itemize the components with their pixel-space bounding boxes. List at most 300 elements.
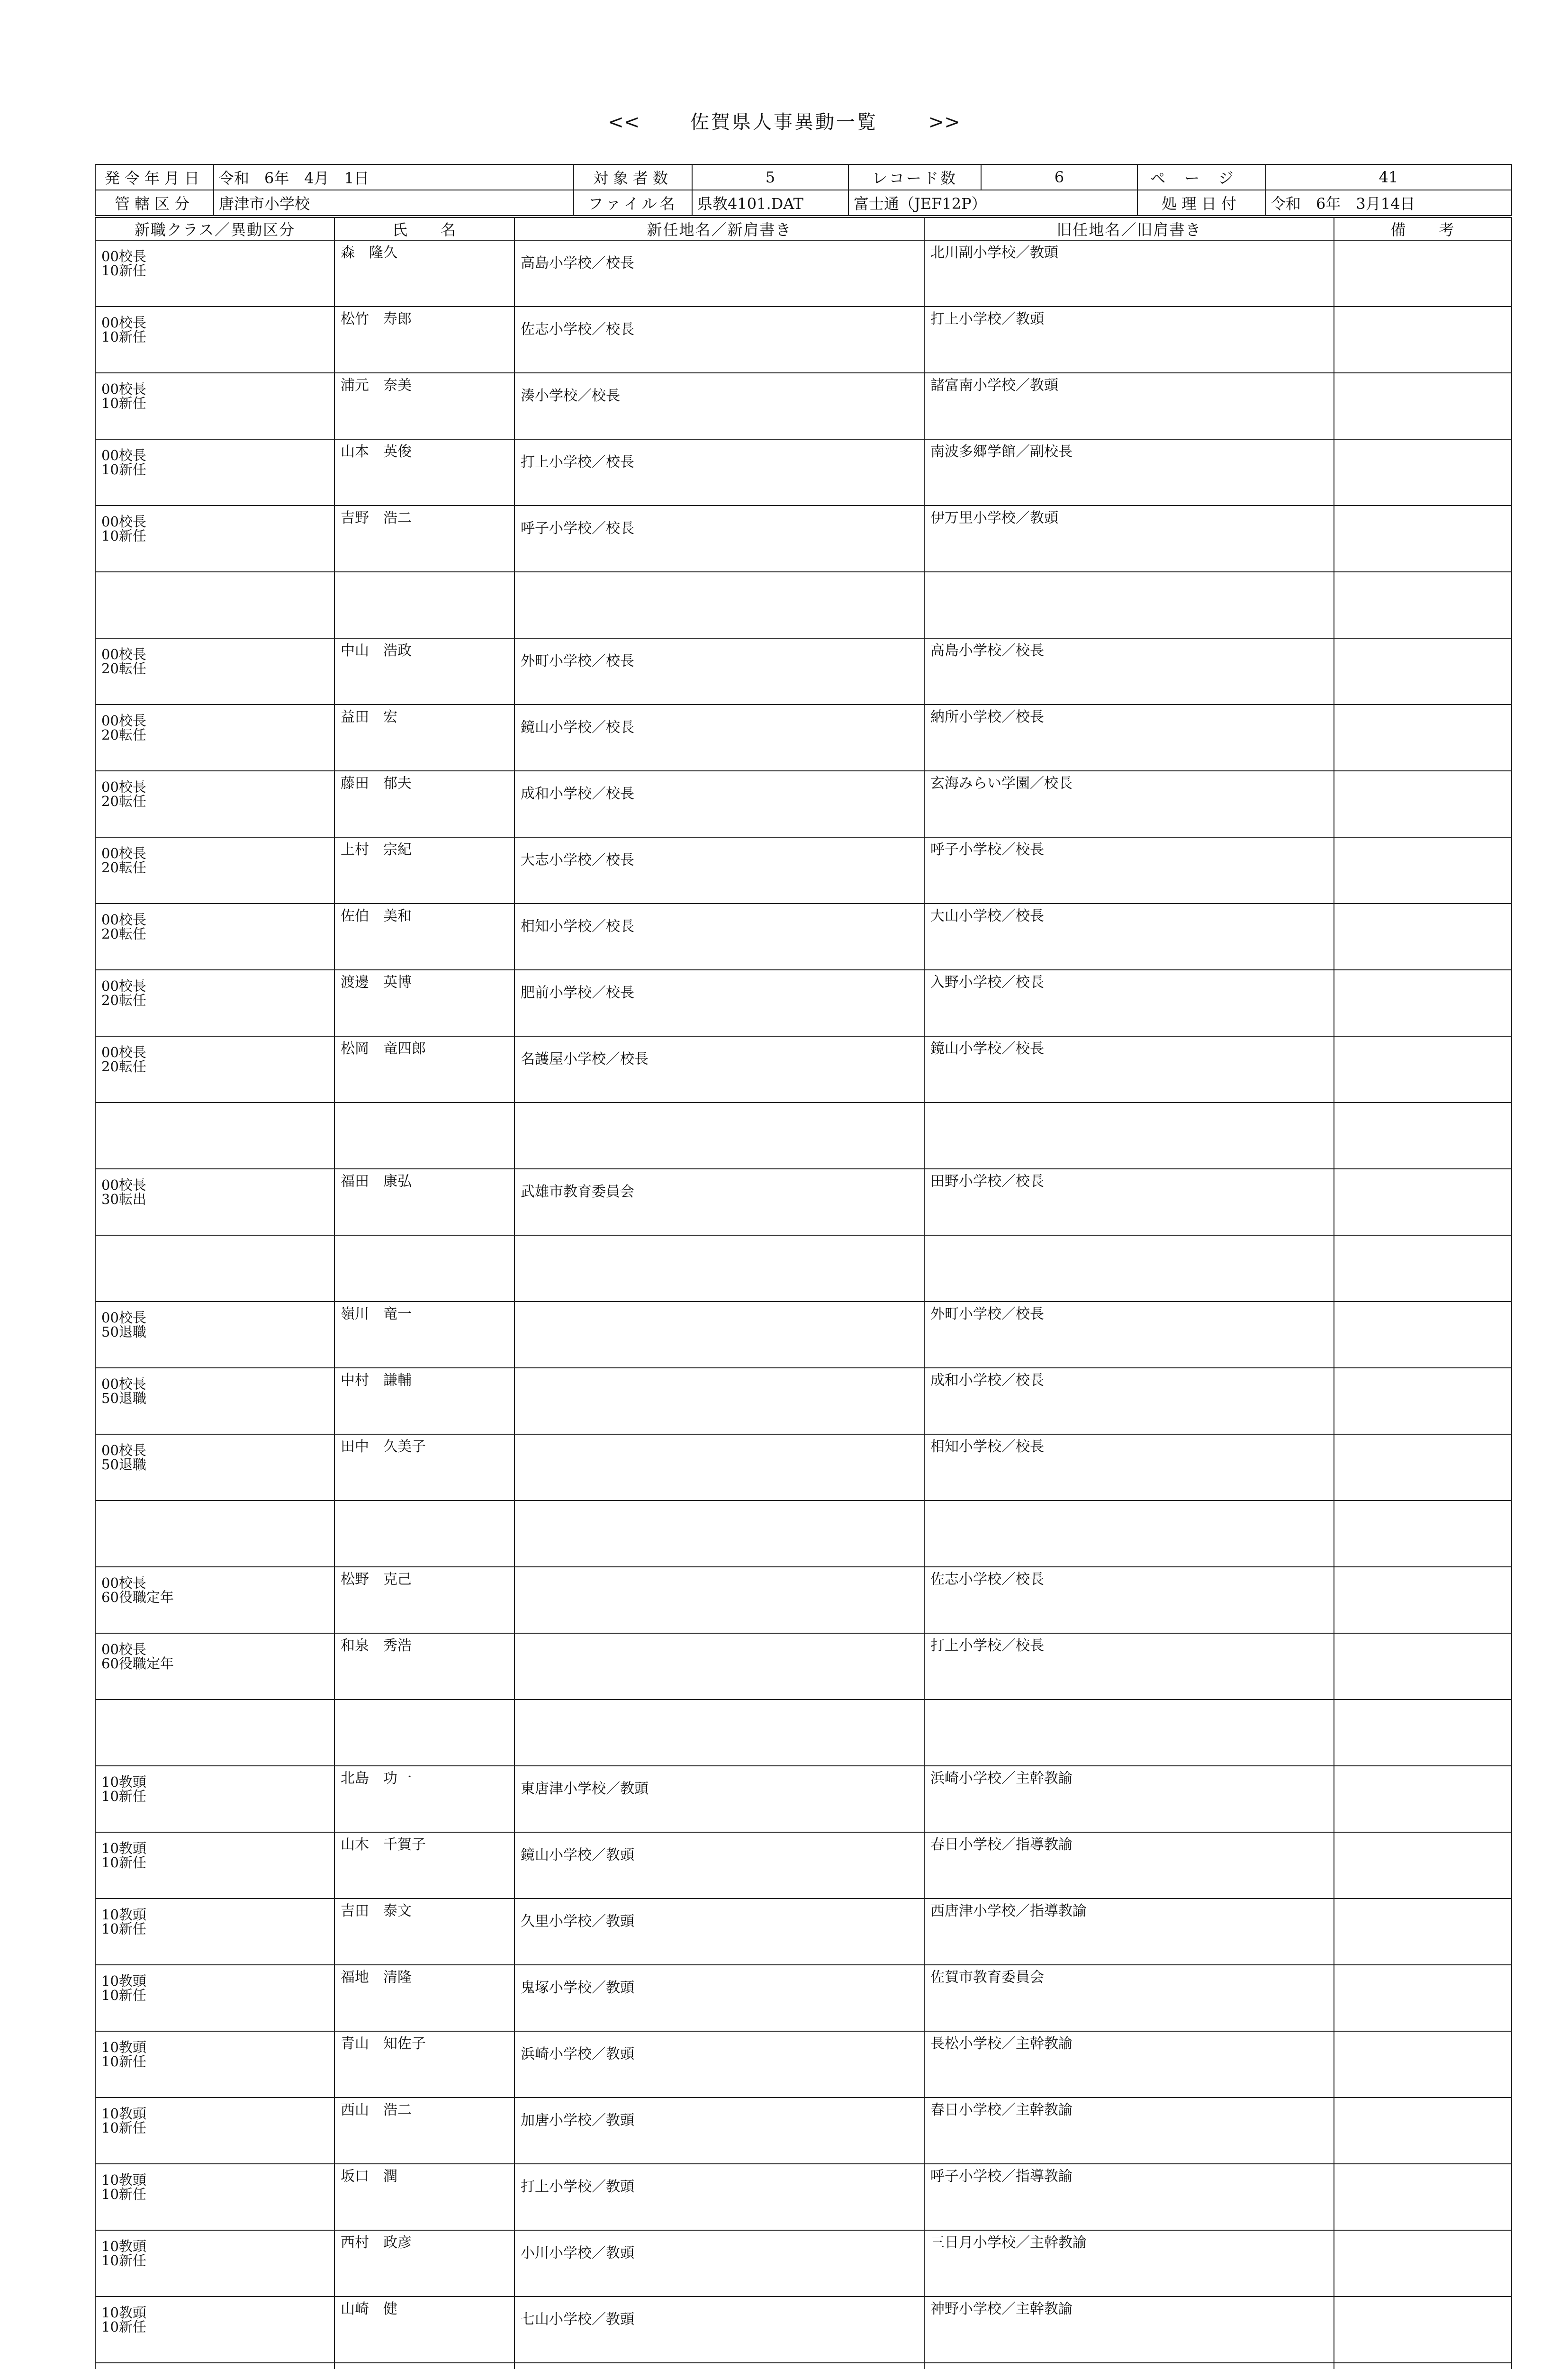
row-class-cell xyxy=(95,439,334,506)
row-class-cell xyxy=(95,1169,334,1235)
row-transfer-kind: 60役職定年 xyxy=(101,1655,174,1672)
row-new-post-cell xyxy=(514,506,924,572)
row-class-cell xyxy=(95,2164,334,2230)
row-new-post-cell xyxy=(514,771,924,837)
row-name-cell xyxy=(334,1169,514,1235)
row-new-post-cell xyxy=(514,1832,924,1899)
column-header-class: 新職クラス／異動区分 xyxy=(95,217,334,240)
row-new-post: 佐志小学校／校長 xyxy=(521,321,634,338)
row-class-cell xyxy=(95,2363,334,2369)
row-name-cell xyxy=(334,705,514,771)
row-new-post: 肥前小学校／校長 xyxy=(521,985,634,1001)
row-transfer-kind: 10新任 xyxy=(101,1921,146,1937)
column-header-remarks: 備 考 xyxy=(1334,217,1512,240)
column-header-name: 氏 名 xyxy=(334,217,514,240)
row-position-class: 00校長 xyxy=(101,315,146,331)
row-new-post-cell xyxy=(514,705,924,771)
personnel-list-table xyxy=(95,217,1512,2369)
row-name-cell xyxy=(334,1103,514,1169)
row-new-post: 加唐小学校／教頭 xyxy=(521,2112,634,2129)
row-name-cell xyxy=(334,1766,514,1832)
row-remarks-cell xyxy=(1334,307,1512,373)
row-new-post: 東唐津小学校／教頭 xyxy=(521,1781,649,1797)
row-remarks-cell xyxy=(1334,2363,1512,2369)
row-remarks-cell xyxy=(1334,1434,1512,1501)
row-new-post-cell xyxy=(514,2297,924,2363)
table-row xyxy=(95,240,1512,307)
row-new-post-cell xyxy=(514,307,924,373)
row-position-class: 10教頭 xyxy=(101,1907,146,1923)
row-name-cell xyxy=(334,1700,514,1766)
row-new-post: 名護屋小学校／校長 xyxy=(521,1051,649,1067)
table-row xyxy=(95,439,1512,506)
table-row xyxy=(95,2297,1512,2363)
row-position-class: 00校長 xyxy=(101,779,146,795)
row-new-post: 湊小学校／校長 xyxy=(521,388,620,404)
row-transfer-kind: 60役職定年 xyxy=(101,1589,174,1605)
row-class-cell xyxy=(95,1700,334,1766)
row-old-post-cell xyxy=(924,506,1334,572)
row-old-post: 浜崎小学校／主幹教諭 xyxy=(930,1770,1072,1787)
row-new-post-cell xyxy=(514,904,924,970)
row-name-cell xyxy=(334,572,514,638)
row-old-post: 佐賀市教育委員会 xyxy=(930,1969,1044,1986)
row-class-cell xyxy=(95,373,334,439)
row-transfer-kind: 10新任 xyxy=(101,262,146,279)
row-person-name: 上村 宗紀 xyxy=(341,841,412,858)
table-row xyxy=(95,705,1512,771)
row-name-cell xyxy=(334,373,514,439)
processed-date-label: 処理日付 xyxy=(1137,190,1265,216)
row-old-post: 諸富南小学校／教頭 xyxy=(930,377,1058,394)
row-new-post-cell xyxy=(514,1434,924,1501)
row-remarks-cell xyxy=(1334,1633,1512,1700)
row-old-post: 春日小学校／指導教諭 xyxy=(930,1836,1072,1853)
row-old-post-cell xyxy=(924,2363,1334,2369)
row-transfer-kind: 10新任 xyxy=(101,528,146,544)
table-row xyxy=(95,638,1512,705)
row-old-post: 鏡山小学校／校長 xyxy=(930,1040,1044,1057)
row-person-name: 青山 知佐子 xyxy=(341,2035,426,2052)
table-row xyxy=(95,1633,1512,1700)
system-value: 富士通（JEF12P） xyxy=(848,190,1137,216)
row-position-class: 00校長 xyxy=(101,1177,146,1193)
table-row xyxy=(95,2363,1512,2369)
row-new-post: 鏡山小学校／教頭 xyxy=(521,1847,634,1863)
row-person-name: 北島 功一 xyxy=(341,1770,412,1787)
row-new-post-cell xyxy=(514,373,924,439)
row-new-post-cell xyxy=(514,970,924,1036)
header-info-table xyxy=(95,164,1512,216)
records-count: 6 xyxy=(981,164,1137,190)
row-old-post: 田野小学校／校長 xyxy=(930,1173,1044,1190)
title-left-bracket: << xyxy=(608,111,640,133)
table-row xyxy=(95,572,1512,638)
table-row xyxy=(95,970,1512,1036)
row-position-class: 00校長 xyxy=(101,1376,146,1392)
row-class-cell xyxy=(95,2230,334,2297)
row-new-post: 外町小学校／校長 xyxy=(521,653,634,669)
table-row xyxy=(95,2230,1512,2297)
row-class-cell xyxy=(95,904,334,970)
row-name-cell xyxy=(334,506,514,572)
issue-date-value: 令和 6年 4月 1日 xyxy=(214,164,574,190)
table-row xyxy=(95,1965,1512,2031)
page-number: 41 xyxy=(1265,164,1512,190)
row-new-post: 大志小学校／校長 xyxy=(521,852,634,868)
row-old-post-cell xyxy=(924,771,1334,837)
row-position-class: 00校長 xyxy=(101,381,146,397)
row-transfer-kind: 20転任 xyxy=(101,793,146,809)
row-person-name: 吉田 泰文 xyxy=(341,1903,412,1919)
row-remarks-cell xyxy=(1334,1567,1512,1633)
row-transfer-kind: 20転任 xyxy=(101,1058,146,1075)
row-old-post-cell xyxy=(924,2031,1334,2098)
row-old-post-cell xyxy=(924,1235,1334,1302)
row-old-post: 外町小学校／校長 xyxy=(930,1306,1044,1322)
row-remarks-cell xyxy=(1334,1766,1512,1832)
row-remarks-cell xyxy=(1334,1302,1512,1368)
row-name-cell xyxy=(334,1302,514,1368)
row-old-post: 入野小学校／校長 xyxy=(930,974,1044,991)
row-remarks-cell xyxy=(1334,572,1512,638)
row-name-cell xyxy=(334,1899,514,1965)
row-transfer-kind: 10新任 xyxy=(101,461,146,478)
table-row xyxy=(95,771,1512,837)
row-old-post: 長松小学校／主幹教諭 xyxy=(930,2035,1072,2052)
row-name-cell xyxy=(334,1633,514,1700)
row-remarks-cell xyxy=(1334,1501,1512,1567)
table-row xyxy=(95,2031,1512,2098)
row-name-cell xyxy=(334,307,514,373)
table-row xyxy=(95,1766,1512,1832)
row-new-post-cell xyxy=(514,1235,924,1302)
row-new-post: 浜崎小学校／教頭 xyxy=(521,2046,634,2062)
row-class-cell xyxy=(95,771,334,837)
row-old-post-cell xyxy=(924,1169,1334,1235)
row-position-class: 10教頭 xyxy=(101,1973,146,1989)
row-old-post-cell xyxy=(924,1766,1334,1832)
row-name-cell xyxy=(334,1965,514,2031)
row-person-name: 山木 千賀子 xyxy=(341,1836,426,1853)
row-new-post-cell xyxy=(514,1633,924,1700)
row-new-post-cell xyxy=(514,240,924,307)
table-row xyxy=(95,1103,1512,1169)
row-position-class: 00校長 xyxy=(101,713,146,729)
row-old-post-cell xyxy=(924,2297,1334,2363)
row-remarks-cell xyxy=(1334,2098,1512,2164)
row-class-cell xyxy=(95,506,334,572)
page-label: ページ xyxy=(1137,164,1265,190)
row-name-cell xyxy=(334,240,514,307)
row-remarks-cell xyxy=(1334,2031,1512,2098)
row-name-cell xyxy=(334,439,514,506)
row-transfer-kind: 10新任 xyxy=(101,2319,146,2335)
table-row xyxy=(95,2098,1512,2164)
row-old-post-cell xyxy=(924,705,1334,771)
row-name-cell xyxy=(334,2164,514,2230)
row-person-name: 中山 浩政 xyxy=(341,642,412,659)
row-old-post-cell xyxy=(924,2164,1334,2230)
row-person-name: 西山 浩二 xyxy=(341,2102,412,2118)
row-old-post-cell xyxy=(924,2230,1334,2297)
row-class-cell xyxy=(95,1766,334,1832)
document-title xyxy=(0,107,1568,134)
row-new-post-cell xyxy=(514,638,924,705)
row-old-post: 北川副小学校／教頭 xyxy=(930,244,1058,261)
row-transfer-kind: 10新任 xyxy=(101,329,146,345)
row-old-post: 南波多郷学館／副校長 xyxy=(930,443,1072,460)
row-old-post-cell xyxy=(924,1501,1334,1567)
table-row xyxy=(95,1700,1512,1766)
list-body xyxy=(95,240,1512,2369)
records-label: レコード数 xyxy=(848,164,981,190)
row-old-post: 高島小学校／校長 xyxy=(930,642,1044,659)
row-person-name: 福田 康弘 xyxy=(341,1173,412,1190)
row-remarks-cell xyxy=(1334,638,1512,705)
table-row xyxy=(95,1832,1512,1899)
column-header-old-post: 旧任地名／旧肩書き xyxy=(924,217,1334,240)
row-person-name: 西村 政彦 xyxy=(341,2234,412,2251)
row-class-cell xyxy=(95,307,334,373)
table-row xyxy=(95,506,1512,572)
row-class-cell xyxy=(95,1567,334,1633)
row-name-cell xyxy=(334,638,514,705)
row-name-cell xyxy=(334,1434,514,1501)
file-name-value: 県教4101.DAT xyxy=(692,190,848,216)
row-old-post-cell xyxy=(924,970,1334,1036)
row-new-post-cell xyxy=(514,837,924,904)
table-row xyxy=(95,1235,1512,1302)
row-new-post: 打上小学校／校長 xyxy=(521,454,634,470)
row-old-post-cell xyxy=(924,1036,1334,1103)
title-text: 佐賀県人事異動一覧 xyxy=(690,111,878,133)
row-new-post-cell xyxy=(514,1036,924,1103)
row-old-post: 大山小学校／校長 xyxy=(930,908,1044,924)
row-transfer-kind: 10新任 xyxy=(101,1854,146,1871)
row-new-post: 鬼塚小学校／教頭 xyxy=(521,1980,634,1996)
row-position-class: 10教頭 xyxy=(101,2172,146,2188)
row-old-post: 三日月小学校／主幹教諭 xyxy=(930,2234,1087,2251)
row-old-post: 呼子小学校／校長 xyxy=(930,841,1044,858)
row-class-cell xyxy=(95,2098,334,2164)
title-right-bracket: >> xyxy=(928,111,960,133)
row-name-cell xyxy=(334,1036,514,1103)
row-transfer-kind: 50退職 xyxy=(101,1390,146,1406)
row-new-post: 久里小学校／教頭 xyxy=(521,1913,634,1930)
row-class-cell xyxy=(95,638,334,705)
row-class-cell xyxy=(95,1633,334,1700)
row-person-name: 佐伯 美和 xyxy=(341,908,412,924)
table-row xyxy=(95,307,1512,373)
row-old-post-cell xyxy=(924,307,1334,373)
row-old-post-cell xyxy=(924,1832,1334,1899)
row-old-post-cell xyxy=(924,638,1334,705)
jurisdiction-label: 管轄区分 xyxy=(95,190,214,216)
row-old-post-cell xyxy=(924,2098,1334,2164)
row-class-cell xyxy=(95,1302,334,1368)
row-remarks-cell xyxy=(1334,2230,1512,2297)
row-transfer-kind: 50退職 xyxy=(101,1456,146,1473)
row-old-post-cell xyxy=(924,1368,1334,1434)
row-person-name: 和泉 秀浩 xyxy=(341,1637,412,1654)
row-remarks-cell xyxy=(1334,837,1512,904)
row-new-post: 打上小学校／教頭 xyxy=(521,2179,634,2195)
row-name-cell xyxy=(334,1832,514,1899)
row-position-class: 10教頭 xyxy=(101,2305,146,2321)
row-old-post: 神野小学校／主幹教諭 xyxy=(930,2301,1072,2317)
row-remarks-cell xyxy=(1334,771,1512,837)
row-old-post: 佐志小学校／校長 xyxy=(930,1571,1044,1588)
row-position-class: 10教頭 xyxy=(101,1840,146,1856)
row-old-post-cell xyxy=(924,439,1334,506)
row-person-name: 吉野 浩二 xyxy=(341,510,412,526)
row-remarks-cell xyxy=(1334,1036,1512,1103)
row-transfer-kind: 20転任 xyxy=(101,660,146,677)
table-row xyxy=(95,904,1512,970)
row-name-cell xyxy=(334,2297,514,2363)
row-name-cell xyxy=(334,1501,514,1567)
row-new-post-cell xyxy=(514,439,924,506)
row-remarks-cell xyxy=(1334,1103,1512,1169)
row-old-post-cell xyxy=(924,1899,1334,1965)
row-name-cell xyxy=(334,2363,514,2369)
row-person-name: 益田 宏 xyxy=(341,709,397,725)
row-position-class: 00校長 xyxy=(101,248,146,264)
row-old-post-cell xyxy=(924,1567,1334,1633)
row-old-post: 伊万里小学校／教頭 xyxy=(930,510,1058,526)
row-person-name: 田中 久美子 xyxy=(341,1438,426,1455)
row-position-class: 00校長 xyxy=(101,1641,146,1657)
row-new-post-cell xyxy=(514,572,924,638)
row-position-class: 00校長 xyxy=(101,1310,146,1326)
row-new-post-cell xyxy=(514,1302,924,1368)
row-position-class: 00校長 xyxy=(101,912,146,928)
row-old-post: 相知小学校／校長 xyxy=(930,1438,1044,1455)
row-class-cell xyxy=(95,2297,334,2363)
row-new-post-cell xyxy=(514,2363,924,2369)
row-old-post-cell xyxy=(924,904,1334,970)
row-new-post: 小川小学校／教頭 xyxy=(521,2245,634,2261)
row-new-post-cell xyxy=(514,1169,924,1235)
row-position-class: 00校長 xyxy=(101,1442,146,1458)
file-name-label: ファイル名 xyxy=(574,190,692,216)
row-old-post: 春日小学校／主幹教諭 xyxy=(930,2102,1072,2118)
row-position-class: 00校長 xyxy=(101,646,146,662)
row-person-name: 嶺川 竜一 xyxy=(341,1306,412,1322)
row-remarks-cell xyxy=(1334,904,1512,970)
row-name-cell xyxy=(334,970,514,1036)
row-new-post: 相知小学校／校長 xyxy=(521,918,634,935)
row-new-post-cell xyxy=(514,2230,924,2297)
row-person-name: 山本 英俊 xyxy=(341,443,412,460)
row-transfer-kind: 20転任 xyxy=(101,992,146,1008)
row-person-name: 松岡 竜四郎 xyxy=(341,1040,426,1057)
row-new-post-cell xyxy=(514,1368,924,1434)
row-old-post-cell xyxy=(924,1633,1334,1700)
row-old-post-cell xyxy=(924,837,1334,904)
row-remarks-cell xyxy=(1334,439,1512,506)
row-class-cell xyxy=(95,240,334,307)
row-old-post-cell xyxy=(924,1103,1334,1169)
row-person-name: 藤田 郁夫 xyxy=(341,775,412,792)
row-remarks-cell xyxy=(1334,1832,1512,1899)
row-old-post-cell xyxy=(924,1302,1334,1368)
row-old-post: 納所小学校／校長 xyxy=(930,709,1044,725)
row-position-class: 00校長 xyxy=(101,1575,146,1591)
row-position-class: 10教頭 xyxy=(101,1774,146,1790)
row-class-cell xyxy=(95,1103,334,1169)
row-old-post: 打上小学校／教頭 xyxy=(930,311,1044,327)
row-transfer-kind: 20転任 xyxy=(101,859,146,876)
row-new-post-cell xyxy=(514,1700,924,1766)
table-row xyxy=(95,1036,1512,1103)
row-transfer-kind: 10新任 xyxy=(101,1987,146,2003)
row-class-cell xyxy=(95,1434,334,1501)
row-person-name: 中村 謙輔 xyxy=(341,1372,412,1389)
row-name-cell xyxy=(334,771,514,837)
row-name-cell xyxy=(334,837,514,904)
row-new-post-cell xyxy=(514,2031,924,2098)
row-new-post: 七山小学校／教頭 xyxy=(521,2311,634,2328)
row-transfer-kind: 10新任 xyxy=(101,2053,146,2070)
table-row xyxy=(95,1169,1512,1235)
table-row xyxy=(95,1368,1512,1434)
table-row xyxy=(95,1899,1512,1965)
row-position-class: 00校長 xyxy=(101,447,146,463)
row-transfer-kind: 10新任 xyxy=(101,395,146,411)
row-remarks-cell xyxy=(1334,240,1512,307)
jurisdiction-value: 唐津市小学校 xyxy=(214,190,574,216)
row-position-class: 10教頭 xyxy=(101,2039,146,2055)
subjects-count: 5 xyxy=(692,164,848,190)
row-name-cell xyxy=(334,2098,514,2164)
row-class-cell xyxy=(95,837,334,904)
row-old-post: 西唐津小学校／指導教諭 xyxy=(930,1903,1087,1919)
row-remarks-cell xyxy=(1334,1700,1512,1766)
row-remarks-cell xyxy=(1334,2297,1512,2363)
row-class-cell xyxy=(95,1501,334,1567)
row-position-class: 00校長 xyxy=(101,978,146,994)
row-transfer-kind: 30転出 xyxy=(101,1191,146,1207)
table-row xyxy=(95,2164,1512,2230)
row-transfer-kind: 20転任 xyxy=(101,926,146,942)
row-class-cell xyxy=(95,970,334,1036)
row-new-post-cell xyxy=(514,1103,924,1169)
row-new-post: 鏡山小学校／校長 xyxy=(521,719,634,736)
row-transfer-kind: 50退職 xyxy=(101,1324,146,1340)
row-new-post-cell xyxy=(514,2098,924,2164)
row-person-name: 渡邊 英博 xyxy=(341,974,412,991)
row-transfer-kind: 10新任 xyxy=(101,2186,146,2202)
row-class-cell xyxy=(95,1036,334,1103)
row-class-cell xyxy=(95,2031,334,2098)
row-old-post: 呼子小学校／指導教諭 xyxy=(930,2168,1072,2185)
row-person-name: 松竹 寿郎 xyxy=(341,311,412,327)
row-person-name: 松野 克己 xyxy=(341,1571,412,1588)
row-position-class: 00校長 xyxy=(101,514,146,530)
row-new-post-cell xyxy=(514,1965,924,2031)
row-position-class: 00校長 xyxy=(101,1044,146,1060)
row-remarks-cell xyxy=(1334,1169,1512,1235)
row-new-post: 成和小学校／校長 xyxy=(521,786,634,802)
table-row xyxy=(95,837,1512,904)
row-person-name: 福地 清隆 xyxy=(341,1969,412,1986)
row-position-class: 00校長 xyxy=(101,845,146,861)
table-row xyxy=(95,373,1512,439)
row-name-cell xyxy=(334,2031,514,2098)
row-class-cell xyxy=(95,1899,334,1965)
